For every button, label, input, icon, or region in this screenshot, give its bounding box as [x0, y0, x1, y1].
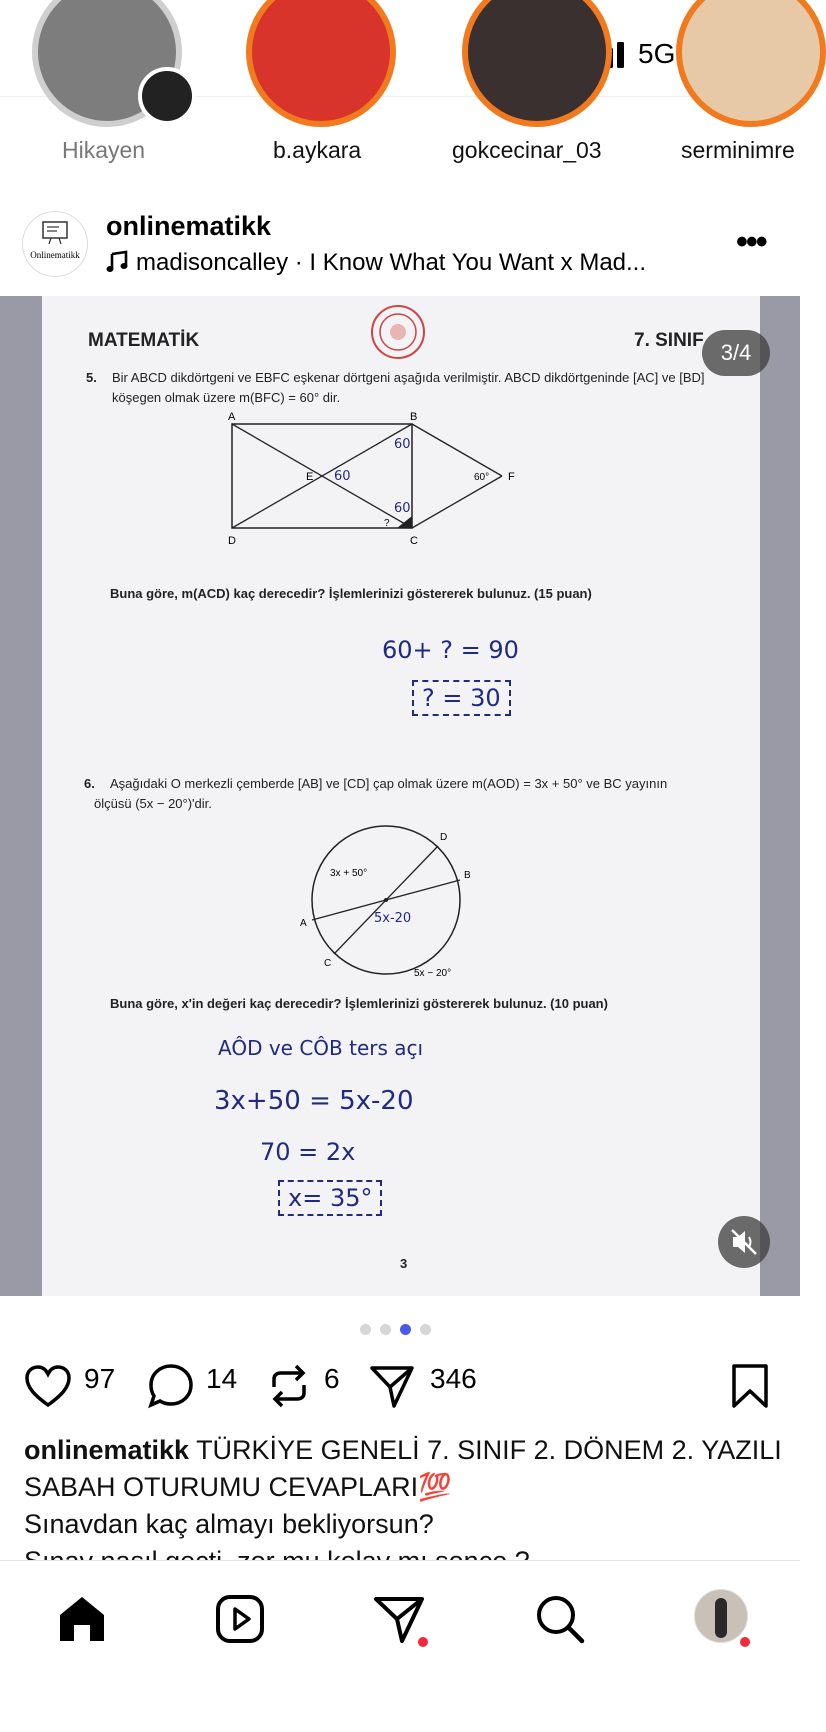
share-count[interactable]: 346: [430, 1363, 477, 1394]
story-avatar-ring[interactable]: [462, 37, 612, 129]
reels-icon[interactable]: [210, 1589, 270, 1649]
q6-question: Buna göre, x'in değeri kaç derecedir? İşlemlerinizi göstererek bulunuz. (10 puan): [110, 996, 608, 1011]
q5-label-f: F: [508, 471, 515, 483]
q5-text-line1: Bir ABCD dikdörtgeni ve EBFC eşkenar dörtgeni aşağıda verilmiştir. ABCD dikdörtgeninde [AC] ve [BD]: [112, 370, 705, 385]
q6-hand-label: 5x-20: [374, 911, 412, 926]
q5-figure: [222, 408, 542, 548]
q5-work-answer: ? = 30: [412, 680, 511, 716]
carousel-counter: 3/4: [702, 330, 770, 376]
post-header: [0, 205, 800, 295]
bookmark-icon[interactable]: [730, 1363, 770, 1409]
mute-button[interactable]: [718, 1216, 770, 1268]
repost-icon[interactable]: [266, 1363, 312, 1409]
comment-count[interactable]: 14: [206, 1363, 238, 1394]
q5-text-line2: köşegen olmak üzere m(BFC) = 60° dir.: [112, 390, 341, 405]
q6-work-line2: 3x+50 = 5x-20: [214, 1086, 414, 1116]
search-icon[interactable]: [530, 1589, 590, 1649]
q6-label-a: A: [300, 918, 307, 929]
story-name: Hikayen: [62, 137, 146, 163]
carousel-dot: [420, 1324, 431, 1335]
q6-text-line2: ölçüsü (5x − 20°)'dir.: [94, 796, 212, 811]
q5-label-b: B: [410, 411, 418, 423]
caption-line2: Sınavdan kaç almayı bekliyorsun?: [24, 1509, 434, 1539]
messages-notification-dot: [418, 1637, 428, 1647]
story-name: gokcecinar_03: [452, 137, 602, 163]
home-icon[interactable]: [52, 1589, 112, 1649]
page-number: 3: [400, 1256, 408, 1271]
q6-label-bottom: 5x − 20°: [414, 968, 452, 979]
avatar-label: Onlinematikk: [30, 250, 80, 260]
paper-subject: MATEMATİK: [88, 330, 200, 351]
more-options-icon[interactable]: •••: [736, 223, 766, 261]
q6-text-line1: Aşağıdaki O merkezli çemberde [AB] ve [CD] çap olmak üzere m(AOD) = 3x + 50° ve BC yayının: [110, 776, 668, 791]
carousel-dots: [360, 1322, 440, 1340]
story-avatar-ring[interactable]: [246, 37, 396, 129]
q5-hand-angle-2: 60: [334, 469, 351, 484]
q6-number: 6.: [84, 776, 95, 791]
post-caption[interactable]: [24, 1432, 784, 1558]
profile-avatar[interactable]: [694, 1589, 748, 1643]
repost-count[interactable]: 6: [324, 1363, 340, 1394]
q6-label-c: C: [324, 958, 332, 969]
q5-work-line1: 60+ ? = 90: [382, 636, 519, 664]
paper-grade: 7. SINIF: [634, 330, 704, 351]
story-avatar-ring[interactable]: [676, 37, 826, 129]
caption-line1: TÜRKİYE GENELİ 7. SINIF 2. DÖNEM 2. YAZILI SABAH OTURUMU CEVAPLARI💯: [24, 1435, 782, 1502]
story-name: serminimre: [681, 137, 795, 163]
music-title: madisoncalley · I Know What You Want x Mad...: [136, 249, 647, 276]
post-actions: [0, 1355, 800, 1415]
comment-icon[interactable]: [148, 1363, 194, 1409]
q5-number: 5.: [86, 370, 97, 385]
q5-label-a: A: [228, 411, 236, 423]
q5-label-e: E: [306, 471, 314, 483]
like-icon[interactable]: [24, 1365, 72, 1409]
q6-work-line1: AÔD ve CÔB ters açı: [218, 1036, 424, 1060]
q6-label-d: D: [440, 832, 448, 843]
share-icon[interactable]: [368, 1363, 416, 1409]
speaker-muted-icon: [718, 1216, 770, 1268]
post-music[interactable]: [106, 249, 646, 277]
post-avatar[interactable]: [22, 211, 88, 277]
q6-figure: [290, 816, 490, 986]
ministry-seal-icon: [370, 304, 426, 360]
add-story-icon[interactable]: [138, 67, 196, 125]
q5-label-d: D: [228, 535, 236, 547]
network-type: 5G: [638, 38, 676, 69]
q5-unknown: ?: [384, 518, 390, 529]
q5-hand-angle-1: 60: [394, 437, 411, 452]
q5-hand-angle-3: 60: [394, 501, 411, 516]
bottom-tab-bar: [0, 1560, 800, 1732]
q6-work-answer: x= 35°: [278, 1180, 382, 1216]
q5-angle-f: 60°: [474, 472, 490, 483]
post-username[interactable]: onlinematikk: [106, 211, 272, 241]
like-count[interactable]: 97: [84, 1363, 116, 1394]
q6-label-b: B: [464, 870, 471, 881]
music-note-icon: [106, 251, 128, 273]
post-media[interactable]: [0, 296, 800, 1296]
exam-paper: [42, 296, 760, 1296]
caption-username[interactable]: onlinematikk: [24, 1435, 190, 1465]
story-name: b.aykara: [273, 137, 362, 163]
carousel-dot: [380, 1324, 391, 1335]
logo-icon: [23, 212, 87, 252]
carousel-dot: [360, 1324, 371, 1335]
profile-notification-dot: [740, 1637, 750, 1647]
q6-work-line3: 70 = 2x: [260, 1138, 356, 1166]
q5-label-c: C: [410, 535, 418, 547]
stories-strip: [0, 96, 800, 177]
carousel-dot-active: [400, 1324, 411, 1335]
q6-label-top: 3x + 50°: [330, 868, 368, 879]
q5-question: Buna göre, m(ACD) kaç derecedir? İşlemlerinizi göstererek bulunuz. (15 puan): [110, 586, 592, 601]
